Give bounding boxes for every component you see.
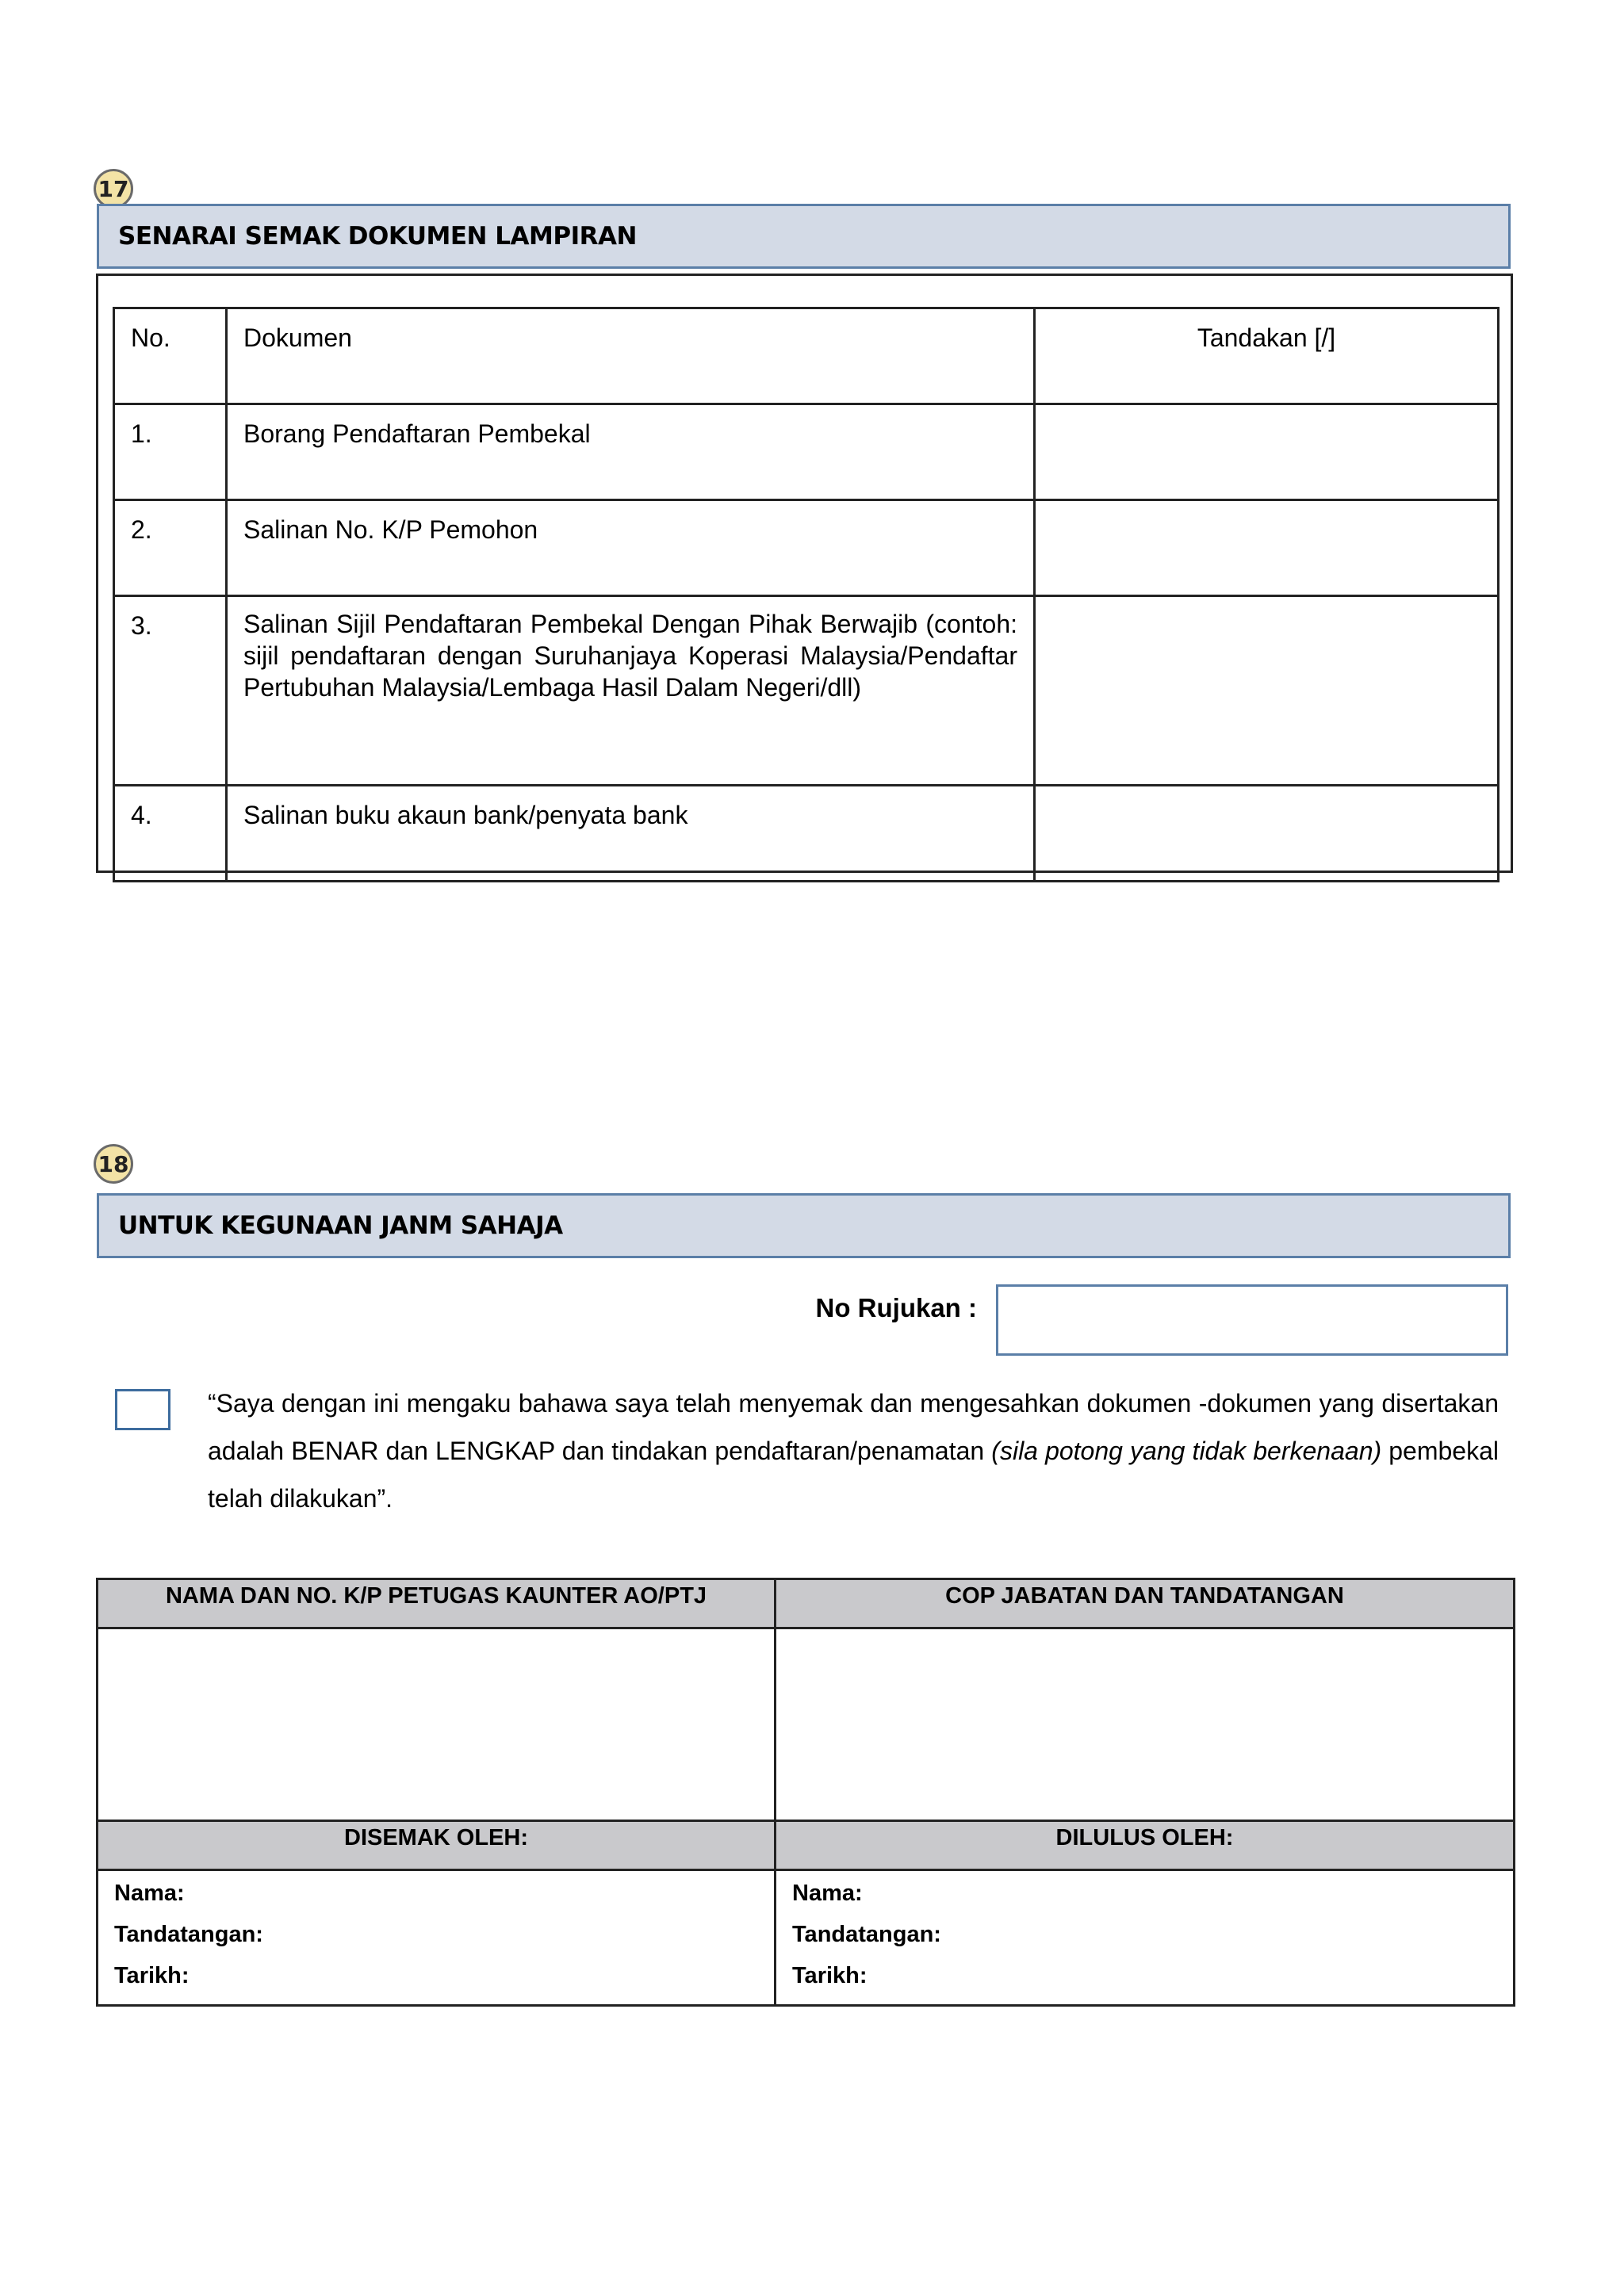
declaration-text (208, 1380, 1499, 1522)
section-title: UNTUK KEGUNAAN JANM SAHAJA (97, 1193, 1511, 1258)
date-label: Tarikh: (792, 1963, 868, 1988)
declaration-part1: “Saya dengan ini mengaku bahawa saya telah menyemak dan mengesahkan dokumen -dokumen yang disertakan adalah BENAR dan LENGKAP dan tindakan pendaftaran/penamatan (208, 1389, 1499, 1465)
row-checkmark-cell[interactable] (1035, 500, 1499, 596)
row-document: Salinan Sijil Pendaftaran Pembekal Dengan Pihak Berwajib (contoh: sijil pendaftaran dengan Suruhanjaya Koperasi Malaysia/Pendaftar Pertubuhan Malaysia/Lembaga Hasil Dalam Negeri/dll) (227, 596, 1035, 786)
declaration-checkbox[interactable] (115, 1389, 170, 1430)
checklist-table (113, 307, 1500, 882)
approved-by-header: DILULUS OLEH: (776, 1821, 1515, 1870)
header-no: No. (114, 308, 227, 404)
officer-name-field[interactable] (98, 1628, 776, 1821)
row-document: Salinan buku akaun bank/penyata bank (227, 786, 1035, 882)
row-number: 4. (114, 786, 227, 882)
table-row (114, 404, 1499, 500)
table-header-row (114, 308, 1499, 404)
row-checkmark-cell[interactable] (1035, 786, 1499, 882)
approved-by-fields (776, 1870, 1515, 2006)
name-label: Nama: (114, 1881, 185, 1906)
row-checkmark-cell[interactable] (1035, 596, 1499, 786)
row-number: 2. (114, 500, 227, 596)
reference-number-input[interactable] (996, 1284, 1508, 1356)
stamp-signature-field[interactable] (776, 1628, 1515, 1821)
officer-name-header: NAMA DAN NO. K/P PETUGAS KAUNTER AO/PTJ (98, 1579, 776, 1628)
checked-by-fields (98, 1870, 776, 2006)
date-label: Tarikh: (114, 1963, 190, 1988)
section-number-badge: 17 (94, 169, 133, 209)
row-document: Borang Pendaftaran Pembekal (227, 404, 1035, 500)
declaration-part2: pembekal telah dilakukan”. (208, 1437, 1500, 1513)
row-number: 3. (114, 596, 227, 786)
table-row (114, 596, 1499, 786)
section-title: SENARAI SEMAK DOKUMEN LAMPIRAN (97, 204, 1511, 269)
table-row (114, 500, 1499, 596)
table-row (114, 786, 1499, 882)
section-number-badge: 18 (94, 1144, 133, 1184)
signoff-table (96, 1578, 1515, 2007)
reference-label: No Rujukan : (815, 1293, 977, 1322)
row-checkmark-cell[interactable] (1035, 404, 1499, 500)
signature-label: Tandatangan: (792, 1922, 941, 1947)
header-mark: Tandakan [/] (1035, 308, 1499, 404)
checked-by-header: DISEMAK OLEH: (98, 1821, 776, 1870)
stamp-signature-header: COP JABATAN DAN TANDATANGAN (776, 1579, 1515, 1628)
name-label: Nama: (792, 1881, 863, 1906)
signature-label: Tandatangan: (114, 1922, 263, 1947)
row-document: Salinan No. K/P Pemohon (227, 500, 1035, 596)
header-document: Dokumen (227, 308, 1035, 404)
declaration-italic-note: (sila potong yang tidak berkenaan) (991, 1437, 1382, 1465)
row-number: 1. (114, 404, 227, 500)
